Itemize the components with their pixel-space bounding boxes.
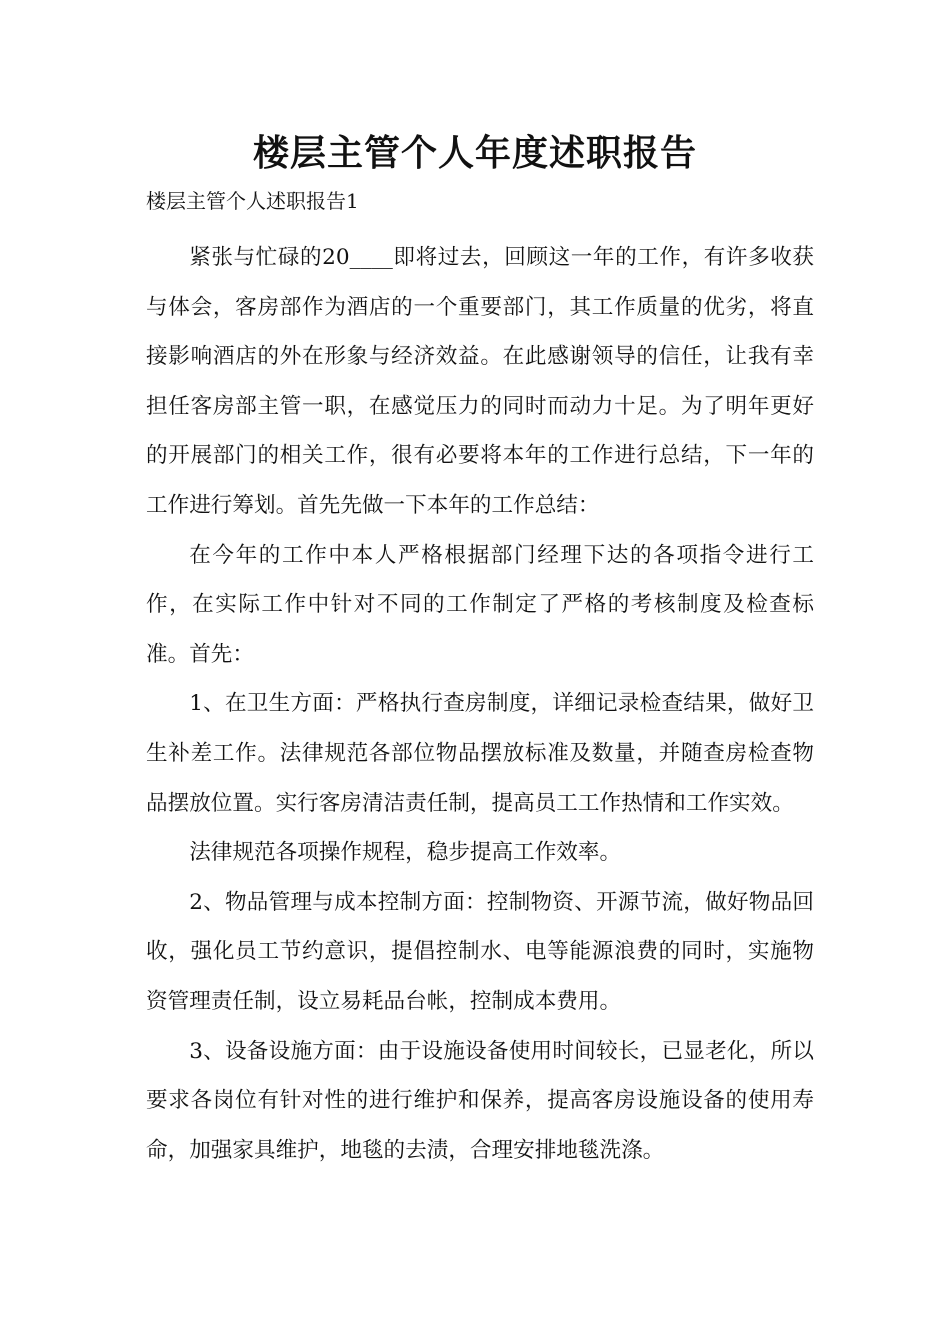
paragraph: 3、设备设施方面：由于设施设备使用时间较长，已显老化，所以要求各岗位有针对性的进行维护和保养，提高客房设施设备的使用寿命，加强家具维护，地毯的去渍，合理安排地毯洗涤。	[146, 1038, 814, 1163]
paragraph: 1、在卫生方面：严格执行查房制度，详细记录检查结果，做好卫生补差工作。法律规范各部位物品摆放标准及数量，并随查房检查物品摆放位置。实行客房清洁责任制，提高员工工作热情和工作实效。	[146, 691, 814, 816]
document-subtitle: 楼层主管个人述职报告1	[146, 189, 359, 213]
document-title: 楼层主管个人年度述职报告	[252, 132, 697, 174]
paragraph: 法律规范各项操作规程，稳步提高工作效率。	[189, 840, 622, 866]
document-body	[146, 233, 814, 1175]
paragraph: 在今年的工作中本人严格根据部门经理下达的各项指令进行工作，在实际工作中针对不同的工作制定了严格的考核制度及检查标准。首先：	[146, 542, 814, 667]
paragraph: 2、物品管理与成本控制方面：控制物资、开源节流，做好物品回收，强化员工节约意识，提倡控制水、电等能源浪费的同时，实施物资管理责任制，设立易耗品台帐，控制成本费用。	[146, 889, 814, 1014]
paragraph: 紧张与忙碌的20____即将过去，回顾这一年的工作，有许多收获与体会，客房部作为酒店的一个重要部门，其工作质量的优劣，将直接影响酒店的外在形象与经济效益。在此感谢领导的信任，让我有幸担任客房部主管一职，在感觉压力的同时而动力十足。为了明年更好的开展部门的相关工作，很有必要将本年的工作进行总结，下一年的工作进行筹划。首先先做一下本年的工作总结：	[146, 245, 814, 518]
